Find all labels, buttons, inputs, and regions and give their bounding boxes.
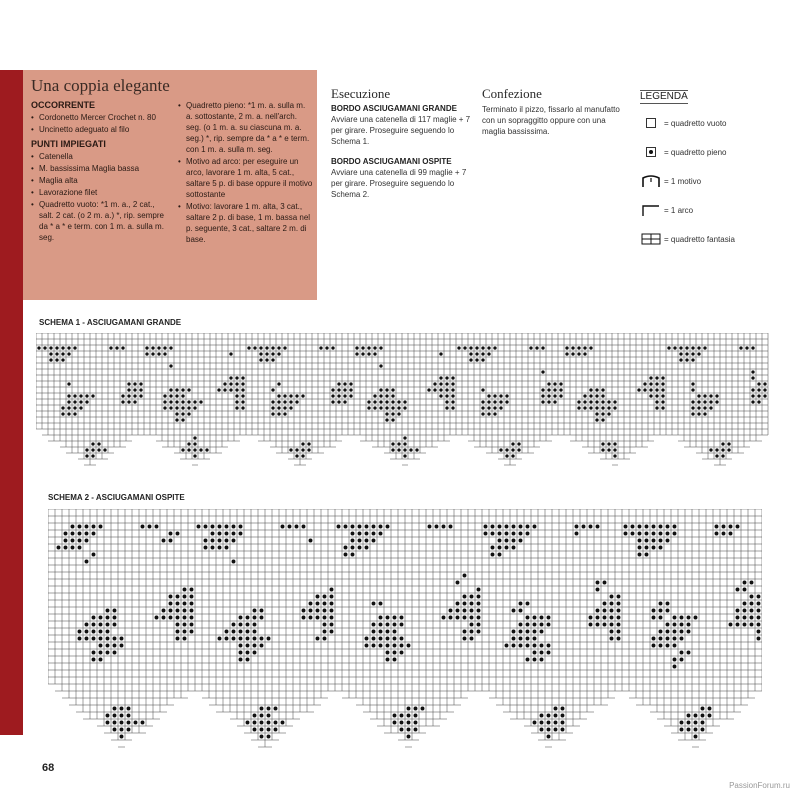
punti-item: • Lavorazione filet [31,187,171,198]
confezione-text: Terminato il pizzo, fissarlo al manufatto con un sopraggitto oppure con una maglia bassissima. [482,105,620,136]
filled-squares [57,525,761,739]
grid-lines [36,333,768,465]
esecuzione-section [331,86,471,200]
legend [640,86,790,259]
legend-label: = 1 arco [664,205,694,215]
legend-row [640,230,790,248]
legend-row [640,172,790,190]
box-title: Una coppia elegante [31,76,170,95]
fancy-square-icon [640,232,662,246]
occorrente-item: • Uncinetto adeguato al filo [31,124,171,135]
legend-label: = quadretto fantasia [664,234,735,244]
schema-2-label: SCHEMA 2 - ASCIUGAMANI OSPITE [48,493,185,502]
side-accent-bar [0,70,23,735]
legend-row [640,114,790,132]
schema-1-label: SCHEMA 1 - ASCIUGAMANI GRANDE [39,318,182,327]
punti-item: • Motivo: lavorare 1 m. alta, 3 cat., saltare 2 p. di base, 1 m. bassa nel p. seguente, 3 cat., saltare 2 m. di base. [178,201,313,245]
punti-heading: PUNTI IMPIEGATI [31,139,106,149]
arc-icon [640,203,662,217]
esecuzione-subheading-2: BORDO ASCIUGAMANI OSPITE [331,157,452,166]
filled-square-icon [640,145,662,159]
punti-item: • Motivo ad arco: per eseguire un arco, lavorare 1 m. alta, 5 cat., saltare 5 p. di base oppure il motivo sottostante [178,156,313,200]
motif-icon [640,174,662,188]
page-number: 68 [42,762,55,774]
punti-item: • Quadretto pieno: *1 m. a. sulla m. a. sottostante, 2 m. a. nell'arch. seg. (o 1 m. a. su ciascuna m. a. seg.) *, rip. sempre da * a * e term. con 1 m. a. sulla m. seg. [178,100,313,155]
legend-label: = 1 motivo [664,176,702,186]
legend-label: = quadretto pieno [664,147,727,157]
legend-row [640,201,790,219]
grid-lines [48,509,762,747]
esecuzione-text-1: Avviare una catenella di 117 maglie + 7 per girare. Proseguire seguendo lo Schema 1. [331,115,471,146]
occorrente-item: • Cordonetto Mercer Crochet n. 80 [31,112,171,123]
legend-row [640,143,790,161]
punti-item: • Catenella [31,151,171,162]
confezione-title: Confezione [482,86,542,101]
confezione-section [482,86,622,137]
materials-box [23,70,317,300]
box-column-right [178,100,313,246]
esecuzione-title: Esecuzione [331,86,391,101]
esecuzione-text-2: Avviare una catenella di 99 maglie + 7 per girare. Proseguire seguendo lo Schema 2. [331,168,467,199]
punti-item: • Quadretto vuoto: *1 m. a., 2 cat., salt. 2 cat. (o 2 m. a.) *, rip. sempre da * a * e term. con 1 m. a. sulla m. seg. [31,199,171,243]
punti-item: • Maglia alta [31,175,171,186]
box-column-left [31,100,171,244]
watermark: PassionForum.ru [729,781,790,790]
legend-title: LEGENDA [640,91,688,102]
punti-item: • M. bassissima Maglia bassa [31,163,171,174]
legend-label: = quadretto vuoto [664,118,727,128]
occorrente-heading: OCCORRENTE [31,100,96,110]
empty-square-icon [640,116,662,130]
schema-1-chart [36,333,772,468]
schema-2-chart [48,509,762,752]
esecuzione-subheading-1: BORDO ASCIUGAMANI GRANDE [331,104,457,113]
